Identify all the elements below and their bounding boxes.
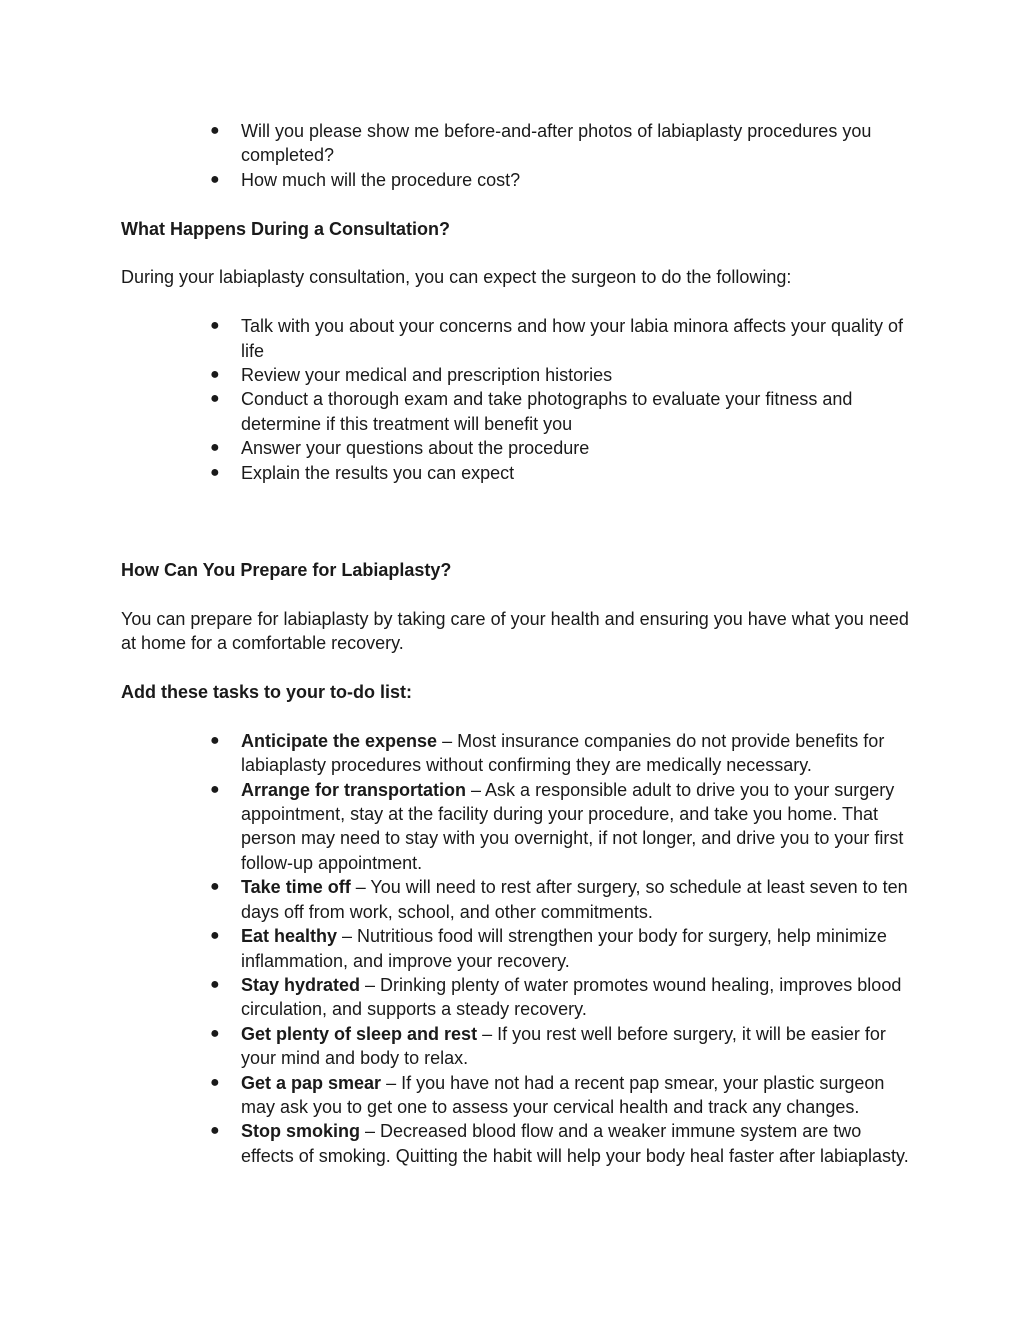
list-item <box>210 778 911 876</box>
task-text: – Ask a responsible adult to drive you to your surgery appointment, stay at the facility during your procedure, and take you home. That person may need to stay with you overnight, if not longer, and drive you to your first follow-up appointment. <box>241 779 904 873</box>
task-title: Stay hydrated <box>241 974 361 995</box>
list-item: ● Will you please show me before-and-after photos of labiaplasty procedures you completed? <box>210 121 872 166</box>
task-title: Anticipate the expense <box>241 730 438 751</box>
task-title: Get plenty of sleep and rest <box>241 1023 478 1044</box>
list-item <box>210 875 911 924</box>
task-title: Eat healthy <box>241 926 338 947</box>
list-item: ● Talk with you about your concerns and how your labia minora affects your quality of life <box>210 316 904 361</box>
prepare-heading: How Can You Prepare for Labiaplasty? <box>121 560 452 581</box>
list-item: ● Review your medical and prescription histories <box>241 363 911 387</box>
list-item: ● Explain the results you can expect <box>241 461 911 485</box>
bullet-icon: ● <box>210 1122 220 1140</box>
task-title: Take time off <box>241 877 351 898</box>
task-text: – Decreased blood flow and a weaker immune system are two effects of smoking. Quitting the habit will help your body heal faster after labiaplasty. <box>241 1121 909 1166</box>
bullet-icon: ● <box>210 927 220 945</box>
list-item: ● Answer your questions about the procedure <box>241 436 911 460</box>
todo-heading: Add these tasks to your to-do list: <box>121 682 413 703</box>
consultation-intro: During your labiaplasty consultation, you can expect the surgeon to do the following: <box>121 267 792 288</box>
tasks-list <box>121 729 911 1168</box>
task-title: Stop smoking <box>241 1121 361 1142</box>
list-item: ● Conduct a thorough exam and take photographs to evaluate your fitness and determine if this treatment will benefit you <box>210 389 853 434</box>
list-item <box>210 1022 911 1071</box>
consultation-heading: What Happens During a Consultation? <box>121 218 450 239</box>
bullet-icon: ● <box>210 170 220 188</box>
task-title: Get a pap smear <box>241 1072 382 1093</box>
list-item <box>210 729 911 778</box>
list-item <box>210 1119 911 1168</box>
bullet-icon: ● <box>210 390 220 408</box>
bullet-icon: ● <box>210 439 220 457</box>
questions-list <box>121 119 911 192</box>
task-text: – You will need to rest after surgery, so schedule at least seven to ten days off from work, school, and other commitments. <box>241 877 908 922</box>
bullet-icon: ● <box>210 1024 220 1042</box>
bullet-icon: ● <box>210 366 220 384</box>
list-item <box>210 1071 911 1120</box>
bullet-icon: ● <box>210 1073 220 1091</box>
bullet-icon: ● <box>210 122 220 139</box>
task-text: – Nutritious food will strengthen your body for surgery, help minimize inflammation, and improve your recovery. <box>241 926 887 971</box>
bullet-icon: ● <box>210 878 220 896</box>
task-title: Arrange for transportation <box>241 779 467 800</box>
consultation-list <box>121 314 911 485</box>
bullet-icon: ● <box>210 317 220 335</box>
document-page <box>121 119 911 1168</box>
bullet-icon: ● <box>210 975 220 993</box>
list-item: ● How much will the procedure cost? <box>241 168 911 192</box>
task-text: – Drinking plenty of water promotes wound healing, improves blood circulation, and supports a steady recovery. <box>241 974 902 1020</box>
bullet-icon: ● <box>210 780 220 798</box>
bullet-icon: ● <box>210 463 220 481</box>
bullet-icon: ● <box>210 731 220 749</box>
list-item <box>210 924 911 973</box>
task-text: – If you rest well before surgery, it will be easier for your mind and body to relax. <box>241 1023 886 1069</box>
prepare-intro: You can prepare for labiaplasty by taking care of your health and ensuring you have what you need at home for a comfortable recovery. <box>121 608 909 654</box>
task-text: – Most insurance companies do not provide benefits for labiaplasty procedures without confirming they are medically necessary. <box>241 730 885 776</box>
list-item <box>210 973 911 1022</box>
task-text: – If you have not had a recent pap smear, your plastic surgeon may ask you to get one to assess your cervical health and track any changes. <box>241 1072 885 1117</box>
